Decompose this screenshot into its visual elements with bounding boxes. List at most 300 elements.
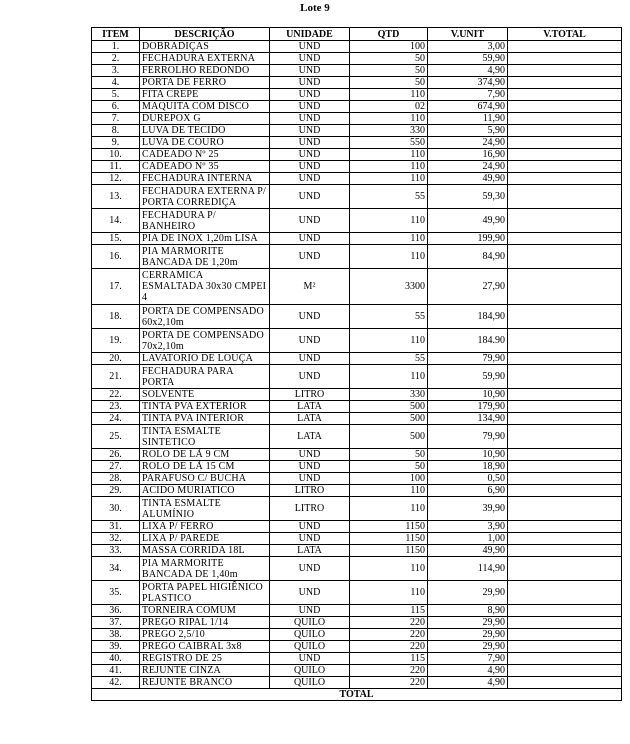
table-row (92, 185, 622, 209)
total-price-cell (508, 137, 622, 149)
unit-cell: UND (270, 185, 350, 209)
table-row (92, 641, 622, 653)
unit-cell: UND (270, 353, 350, 365)
unit-price-cell: 16,90 (428, 149, 508, 161)
unit-price-cell: 1,00 (428, 533, 508, 545)
unit-cell: UND (270, 125, 350, 137)
item-cell: 19. (92, 329, 140, 353)
quantity-cell: 110 (350, 581, 428, 605)
table-row (92, 629, 622, 641)
description-cell: ROLO DE LÃ 15 CM (140, 461, 270, 473)
total-price-cell (508, 161, 622, 173)
unit-cell: UND (270, 461, 350, 473)
quantity-cell: 220 (350, 617, 428, 629)
item-cell: 33. (92, 545, 140, 557)
unit-cell: LATA (270, 425, 350, 449)
unit-price-cell: 4,90 (428, 65, 508, 77)
item-cell: 37. (92, 617, 140, 629)
description-cell: FECHADURA P/ BANHEIRO (140, 209, 270, 233)
total-price-cell (508, 269, 622, 305)
unit-cell: M² (270, 269, 350, 305)
item-cell: 32. (92, 533, 140, 545)
total-price-cell (508, 617, 622, 629)
table-row (92, 89, 622, 101)
total-price-cell (508, 665, 622, 677)
item-cell: 2. (92, 53, 140, 65)
description-cell: SOLVENTE (140, 389, 270, 401)
table-row (92, 677, 622, 689)
total-price-cell (508, 41, 622, 53)
total-price-cell (508, 365, 622, 389)
unit-cell: UND (270, 521, 350, 533)
unit-cell: UND (270, 89, 350, 101)
table-row (92, 401, 622, 413)
table-row (92, 581, 622, 605)
item-cell: 35. (92, 581, 140, 605)
description-cell: FITA CREPE (140, 89, 270, 101)
unit-price-cell: 674,90 (428, 101, 508, 113)
unit-price-cell: 184.90 (428, 329, 508, 353)
description-cell: LUVA DE TECIDO (140, 125, 270, 137)
table-row (92, 497, 622, 521)
description-cell: CADEADO Nº 25 (140, 149, 270, 161)
unit-price-cell: 24,90 (428, 161, 508, 173)
table-row (92, 461, 622, 473)
unit-price-cell: 10,90 (428, 449, 508, 461)
table-row (92, 137, 622, 149)
item-cell: 8. (92, 125, 140, 137)
description-cell: DOBRADIÇAS (140, 41, 270, 53)
unit-price-cell: 59,90 (428, 53, 508, 65)
unit-price-cell: 6,90 (428, 485, 508, 497)
description-cell: PREGO 2,5/10 (140, 629, 270, 641)
quantity-cell: 110 (350, 365, 428, 389)
table-row (92, 545, 622, 557)
total-price-cell (508, 413, 622, 425)
total-price-cell (508, 473, 622, 485)
description-cell: TINTA PVA EXTERIOR (140, 401, 270, 413)
unit-cell: UND (270, 245, 350, 269)
description-cell: PORTA DE COMPENSADO 60x2,10m (140, 305, 270, 329)
quantity-cell: 55 (350, 353, 428, 365)
unit-price-cell: 24,90 (428, 137, 508, 149)
description-cell: REJUNTE CINZA (140, 665, 270, 677)
item-cell: 6. (92, 101, 140, 113)
item-cell: 27. (92, 461, 140, 473)
unit-price-cell: 27,90 (428, 269, 508, 305)
table-row (92, 521, 622, 533)
item-cell: 17. (92, 269, 140, 305)
item-cell: 20. (92, 353, 140, 365)
unit-price-cell: 39,90 (428, 497, 508, 521)
total-price-cell (508, 605, 622, 617)
unit-price-cell: 79,90 (428, 353, 508, 365)
quantity-cell: 550 (350, 137, 428, 149)
table-row (92, 353, 622, 365)
header-vtotal: V.TOTAL (508, 28, 622, 41)
table-row (92, 617, 622, 629)
table-row (92, 485, 622, 497)
unit-price-cell: 11,90 (428, 113, 508, 125)
unit-cell: UND (270, 53, 350, 65)
table-row (92, 653, 622, 665)
total-price-cell (508, 581, 622, 605)
total-price-cell (508, 461, 622, 473)
unit-cell: UND (270, 305, 350, 329)
unit-price-cell: 184,90 (428, 305, 508, 329)
unit-price-cell: 84,90 (428, 245, 508, 269)
unit-cell: UND (270, 113, 350, 125)
item-cell: 18. (92, 305, 140, 329)
description-cell: TINTA ESMALTE ALUMÍNIO (140, 497, 270, 521)
unit-cell: UND (270, 473, 350, 485)
unit-cell: UND (270, 581, 350, 605)
header-descricao: DESCRIÇÃO (140, 28, 270, 41)
unit-price-cell: 29,90 (428, 581, 508, 605)
item-cell: 29. (92, 485, 140, 497)
total-price-cell (508, 305, 622, 329)
item-cell: 34. (92, 557, 140, 581)
table-row (92, 605, 622, 617)
total-price-cell (508, 101, 622, 113)
description-cell: FECHADURA EXTERNA (140, 53, 270, 65)
total-price-cell (508, 401, 622, 413)
table-row (92, 389, 622, 401)
item-cell: 36. (92, 605, 140, 617)
unit-cell: QUILO (270, 677, 350, 689)
total-price-cell (508, 353, 622, 365)
total-label: TOTAL (92, 689, 622, 701)
unit-price-cell: 79,90 (428, 425, 508, 449)
quantity-cell: 500 (350, 401, 428, 413)
table-row (92, 113, 622, 125)
quantity-cell: 50 (350, 449, 428, 461)
unit-cell: UND (270, 557, 350, 581)
unit-price-cell: 49,90 (428, 209, 508, 233)
quantity-cell: 500 (350, 413, 428, 425)
total-price-cell (508, 125, 622, 137)
item-cell: 12. (92, 173, 140, 185)
total-price-cell (508, 449, 622, 461)
quantity-cell: 220 (350, 641, 428, 653)
unit-cell: QUILO (270, 617, 350, 629)
total-price-cell (508, 245, 622, 269)
total-price-cell (508, 629, 622, 641)
quantity-cell: 3300 (350, 269, 428, 305)
item-cell: 5. (92, 89, 140, 101)
description-cell: FECHADURA INTERNA (140, 173, 270, 185)
unit-price-cell: 18,90 (428, 461, 508, 473)
unit-cell: QUILO (270, 641, 350, 653)
unit-price-cell: 49,90 (428, 545, 508, 557)
description-cell: ROLO DE LÃ 9 CM (140, 449, 270, 461)
table-row (92, 53, 622, 65)
unit-cell: LATA (270, 413, 350, 425)
item-cell: 30. (92, 497, 140, 521)
item-cell: 15. (92, 233, 140, 245)
unit-cell: QUILO (270, 629, 350, 641)
description-cell: DUREPOX G (140, 113, 270, 125)
item-cell: 9. (92, 137, 140, 149)
quantity-cell: 55 (350, 185, 428, 209)
header-item: ITEM (92, 28, 140, 41)
unit-price-cell: 8,90 (428, 605, 508, 617)
description-cell: REJUNTE BRANCO (140, 677, 270, 689)
unit-price-cell: 29,90 (428, 629, 508, 641)
description-cell: ACIDO MURIATICO (140, 485, 270, 497)
item-cell: 42. (92, 677, 140, 689)
table-row (92, 245, 622, 269)
unit-price-cell: 59,30 (428, 185, 508, 209)
total-price-cell (508, 185, 622, 209)
unit-cell: LITRO (270, 497, 350, 521)
table-row (92, 413, 622, 425)
quantity-cell: 330 (350, 125, 428, 137)
unit-price-cell: 7,90 (428, 653, 508, 665)
total-price-cell (508, 233, 622, 245)
table-row (92, 41, 622, 53)
item-cell: 23. (92, 401, 140, 413)
unit-price-cell: 5,90 (428, 125, 508, 137)
unit-cell: LATA (270, 401, 350, 413)
quantity-cell: 110 (350, 233, 428, 245)
quantity-cell: 50 (350, 461, 428, 473)
unit-cell: UND (270, 605, 350, 617)
unit-price-cell: 4,90 (428, 665, 508, 677)
unit-cell: UND (270, 77, 350, 89)
table-row (92, 233, 622, 245)
total-price-cell (508, 677, 622, 689)
total-price-cell (508, 329, 622, 353)
unit-cell: LATA (270, 545, 350, 557)
quantity-cell: 115 (350, 653, 428, 665)
unit-cell: UND (270, 161, 350, 173)
table-row (92, 533, 622, 545)
description-cell: FECHADURA PARA PORTA (140, 365, 270, 389)
total-price-cell (508, 389, 622, 401)
table-row (92, 209, 622, 233)
total-price-cell (508, 149, 622, 161)
total-price-cell (508, 53, 622, 65)
description-cell: FERROLHO REDONDO (140, 65, 270, 77)
unit-cell: LITRO (270, 485, 350, 497)
table-row (92, 77, 622, 89)
total-price-cell (508, 173, 622, 185)
description-cell: PREGO RIPAL 1/14 (140, 617, 270, 629)
item-cell: 16. (92, 245, 140, 269)
unit-price-cell: 0,50 (428, 473, 508, 485)
quantity-cell: 55 (350, 305, 428, 329)
description-cell: TINTA ESMALTE SINTETICO (140, 425, 270, 449)
unit-price-cell: 3,00 (428, 41, 508, 53)
quantity-cell: 220 (350, 677, 428, 689)
unit-price-cell: 29,90 (428, 617, 508, 629)
quantity-cell: 50 (350, 77, 428, 89)
quantity-cell: 330 (350, 389, 428, 401)
unit-cell: UND (270, 137, 350, 149)
table-body (92, 41, 622, 689)
quantity-cell: 50 (350, 53, 428, 65)
quantity-cell: 1150 (350, 533, 428, 545)
description-cell: MAQUITA COM DISCO (140, 101, 270, 113)
description-cell: PORTA DE COMPENSADO 70x2,10m (140, 329, 270, 353)
quantity-cell: 1150 (350, 545, 428, 557)
total-price-cell (508, 521, 622, 533)
total-price-cell (508, 497, 622, 521)
table-row (92, 173, 622, 185)
total-row (92, 689, 622, 701)
item-cell: 38. (92, 629, 140, 641)
item-cell: 41. (92, 665, 140, 677)
unit-price-cell: 59,90 (428, 365, 508, 389)
description-cell: PIA MARMORITE BANCADA DE 1,40m (140, 557, 270, 581)
unit-cell: UND (270, 209, 350, 233)
unit-price-cell: 134,90 (428, 413, 508, 425)
quantity-cell: 100 (350, 473, 428, 485)
unit-cell: UND (270, 233, 350, 245)
description-cell: PIA MARMORITE BANCADA DE 1,20m (140, 245, 270, 269)
unit-cell: QUILO (270, 665, 350, 677)
quantity-cell: 500 (350, 425, 428, 449)
item-cell: 13. (92, 185, 140, 209)
table-row (92, 305, 622, 329)
item-cell: 7. (92, 113, 140, 125)
quantity-cell: 110 (350, 245, 428, 269)
table-row (92, 665, 622, 677)
total-price-cell (508, 209, 622, 233)
total-price-cell (508, 65, 622, 77)
item-cell: 39. (92, 641, 140, 653)
unit-cell: UND (270, 149, 350, 161)
unit-price-cell: 179,90 (428, 401, 508, 413)
quantity-cell: 110 (350, 149, 428, 161)
quantity-cell: 110 (350, 173, 428, 185)
unit-cell: UND (270, 365, 350, 389)
total-price-cell (508, 113, 622, 125)
quantity-cell: 110 (350, 485, 428, 497)
total-price-cell (508, 533, 622, 545)
header-row (92, 28, 622, 41)
quantity-cell: 115 (350, 605, 428, 617)
description-cell: PREGO CAIBRAL 3x8 (140, 641, 270, 653)
quantity-cell: 110 (350, 557, 428, 581)
unit-cell: UND (270, 329, 350, 353)
item-cell: 28. (92, 473, 140, 485)
quantity-cell: 110 (350, 329, 428, 353)
unit-price-cell: 3,90 (428, 521, 508, 533)
total-price-cell (508, 425, 622, 449)
total-price-cell (508, 641, 622, 653)
unit-price-cell: 199,90 (428, 233, 508, 245)
total-price-cell (508, 89, 622, 101)
item-cell: 11. (92, 161, 140, 173)
quantity-cell: 02 (350, 101, 428, 113)
unit-cell: UND (270, 65, 350, 77)
description-cell: LAVATÓRIO DE LOUÇA (140, 353, 270, 365)
table-row (92, 125, 622, 137)
unit-price-cell: 10,90 (428, 389, 508, 401)
unit-price-cell: 7,90 (428, 89, 508, 101)
quantity-cell: 220 (350, 629, 428, 641)
unit-price-cell: 4,90 (428, 677, 508, 689)
quantity-cell: 110 (350, 497, 428, 521)
unit-price-cell: 374,90 (428, 77, 508, 89)
description-cell: PORTA PAPEL HIGIÊNICO PLASTICO (140, 581, 270, 605)
description-cell: CADEADO Nº 35 (140, 161, 270, 173)
table-row (92, 65, 622, 77)
description-cell: MASSA CORRIDA 18L (140, 545, 270, 557)
description-cell: LIXA P/ PAREDE (140, 533, 270, 545)
description-cell: PIA DE INOX 1,20m LISA (140, 233, 270, 245)
item-cell: 24. (92, 413, 140, 425)
description-cell: TORNEIRA COMUM (140, 605, 270, 617)
item-cell: 14. (92, 209, 140, 233)
total-price-cell (508, 545, 622, 557)
table-row (92, 161, 622, 173)
quantity-cell: 220 (350, 665, 428, 677)
description-cell: FECHADURA EXTERNA P/ PORTA CORREDIÇA (140, 185, 270, 209)
total-price-cell (508, 77, 622, 89)
description-cell: PORTA DE FERRO (140, 77, 270, 89)
unit-cell: UND (270, 173, 350, 185)
description-cell: PARAFUSO C/ BUCHA (140, 473, 270, 485)
unit-cell: UND (270, 449, 350, 461)
description-cell: LUVA DE COURO (140, 137, 270, 149)
item-cell: 10. (92, 149, 140, 161)
item-cell: 25. (92, 425, 140, 449)
table-row (92, 149, 622, 161)
item-cell: 1. (92, 41, 140, 53)
quantity-cell: 110 (350, 89, 428, 101)
unit-cell: UND (270, 533, 350, 545)
table-row (92, 473, 622, 485)
table-row (92, 557, 622, 581)
quantity-cell: 1150 (350, 521, 428, 533)
total-price-cell (508, 557, 622, 581)
header-vunit: V.UNIT (428, 28, 508, 41)
item-cell: 31. (92, 521, 140, 533)
unit-cell: UND (270, 101, 350, 113)
quantity-cell: 110 (350, 161, 428, 173)
items-table (91, 27, 622, 701)
header-qtd: QTD (350, 28, 428, 41)
item-cell: 26. (92, 449, 140, 461)
table-row (92, 329, 622, 353)
item-cell: 22. (92, 389, 140, 401)
total-price-cell (508, 653, 622, 665)
item-cell: 21. (92, 365, 140, 389)
table-row (92, 365, 622, 389)
unit-price-cell: 49,90 (428, 173, 508, 185)
quantity-cell: 100 (350, 41, 428, 53)
page-title: Lote 9 (300, 2, 330, 14)
item-cell: 4. (92, 77, 140, 89)
table-row (92, 449, 622, 461)
header-unidade: UNIDADE (270, 28, 350, 41)
unit-cell: LITRO (270, 389, 350, 401)
description-cell: REGISTRO DE 25 (140, 653, 270, 665)
quantity-cell: 110 (350, 209, 428, 233)
item-cell: 40. (92, 653, 140, 665)
unit-price-cell: 114,90 (428, 557, 508, 581)
unit-cell: UND (270, 653, 350, 665)
quantity-cell: 110 (350, 113, 428, 125)
description-cell: TINTA PVA INTERIOR (140, 413, 270, 425)
unit-cell: UND (270, 41, 350, 53)
table-row (92, 269, 622, 305)
quantity-cell: 50 (350, 65, 428, 77)
description-cell: CERRAMICA ESMALTADA 30x30 CMPEI 4 (140, 269, 270, 305)
